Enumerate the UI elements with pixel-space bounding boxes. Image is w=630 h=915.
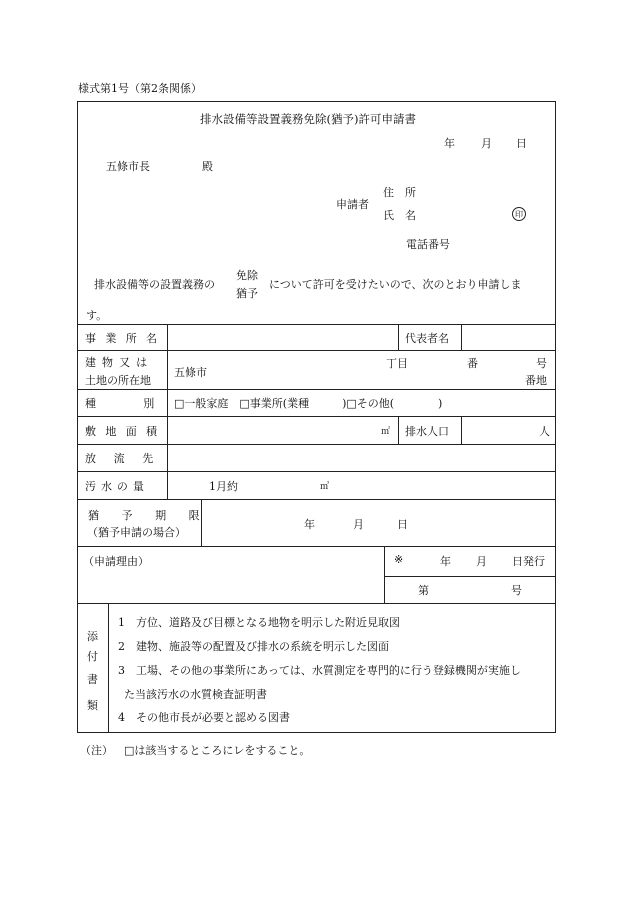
statement-choice-exemption: 免除 — [236, 269, 258, 282]
office-name-label: 事業所名 — [85, 332, 167, 345]
location-banchi: 番地 — [525, 374, 547, 387]
applicant-label: 申請者 — [336, 198, 369, 211]
sewage-monthly: 1月約 — [209, 480, 238, 493]
attachment-item-3: 3 工場、その他の事業所にあっては、水質測定を専門的に行う登録機関が実施し — [118, 664, 521, 677]
office-use-mark: ※ — [394, 553, 404, 566]
form-number: 様式第1号（第2条関係） — [78, 82, 202, 95]
form-title: 排水設備等設置義務免除(猶予)許可申請書 — [200, 112, 416, 126]
location-label-line1: 建物又は — [85, 356, 154, 369]
grace-month: 月 — [353, 518, 364, 531]
grace-day: 日 — [397, 518, 408, 531]
phone-label: 電話番号 — [406, 238, 450, 251]
addressee-honorific: 殿 — [202, 160, 213, 173]
grace-period-note: （猶予申請の場合） — [87, 526, 186, 539]
outflow-label: 放流先 — [85, 452, 171, 465]
statement-continuation: す。 — [86, 309, 108, 322]
attachments-label-2: 付 — [87, 650, 98, 663]
addressee-mayor: 五條市長 — [106, 160, 150, 173]
cbm-unit: ㎥ — [320, 482, 330, 492]
location-chome: 丁目 — [386, 357, 408, 370]
statement-prefix: 排水設備等の設置義務の — [94, 278, 215, 291]
attachment-item-1: 1 方位、道路及び目標となる地物を明示した附近見取図 — [118, 616, 400, 629]
attachments-label-3: 書 — [87, 673, 98, 686]
note-text: □は該当するところにレをすること。 — [124, 744, 311, 757]
location-ban: 番 — [467, 357, 478, 370]
site-area-label: 敷地面積 — [85, 425, 167, 438]
representative-label: 代表者名 — [405, 332, 449, 345]
kind-label: 種別 — [85, 397, 202, 410]
attachment-item-2: 2 建物、施設等の配置及び排水の系統を明示した図面 — [118, 640, 389, 653]
issue-number-label: 号 — [511, 584, 522, 597]
seal-mark: 印 — [512, 207, 526, 221]
date-year: 年 — [444, 137, 455, 150]
location-city: 五條市 — [174, 366, 207, 379]
attachment-item-3-cont: た当該汚水の水質検査証明書 — [124, 688, 267, 701]
issue-day-label: 日発行 — [512, 555, 545, 568]
person-unit: 人 — [539, 425, 550, 438]
issue-month: 月 — [476, 555, 487, 568]
issue-dai: 第 — [418, 584, 429, 597]
grace-year: 年 — [304, 518, 315, 531]
attachments-label-4: 類 — [87, 699, 98, 712]
statement-suffix: について許可を受けたいので、次のとおり申請しま — [269, 278, 522, 291]
location-go: 号 — [536, 357, 547, 370]
kind-options[interactable]: □一般家庭 □事業所(業種 )□その他( ) — [174, 397, 443, 410]
issue-year: 年 — [440, 555, 451, 568]
applicant-name-label: 氏 名 — [383, 209, 416, 222]
reason-label: （申請理由） — [83, 555, 149, 568]
attachments-label-1: 添 — [87, 630, 98, 643]
application-form — [77, 101, 556, 733]
location-label-line2: 土地の所在地 — [85, 374, 151, 387]
discharge-population-label: 排水人口 — [405, 425, 449, 438]
grace-period-label: 猶予期限 — [88, 509, 223, 522]
applicant-address-label: 住 所 — [383, 186, 416, 199]
date-day: 日 — [516, 137, 527, 150]
sqm-unit: ㎡ — [381, 427, 391, 437]
attachment-item-4: 4 その他市長が必要と認める図書 — [118, 711, 290, 724]
date-month: 月 — [481, 137, 492, 150]
statement-choice-deferral: 猶予 — [236, 287, 258, 300]
note-label: （注） — [80, 744, 113, 757]
sewage-label: 汚水の量 — [85, 480, 149, 493]
